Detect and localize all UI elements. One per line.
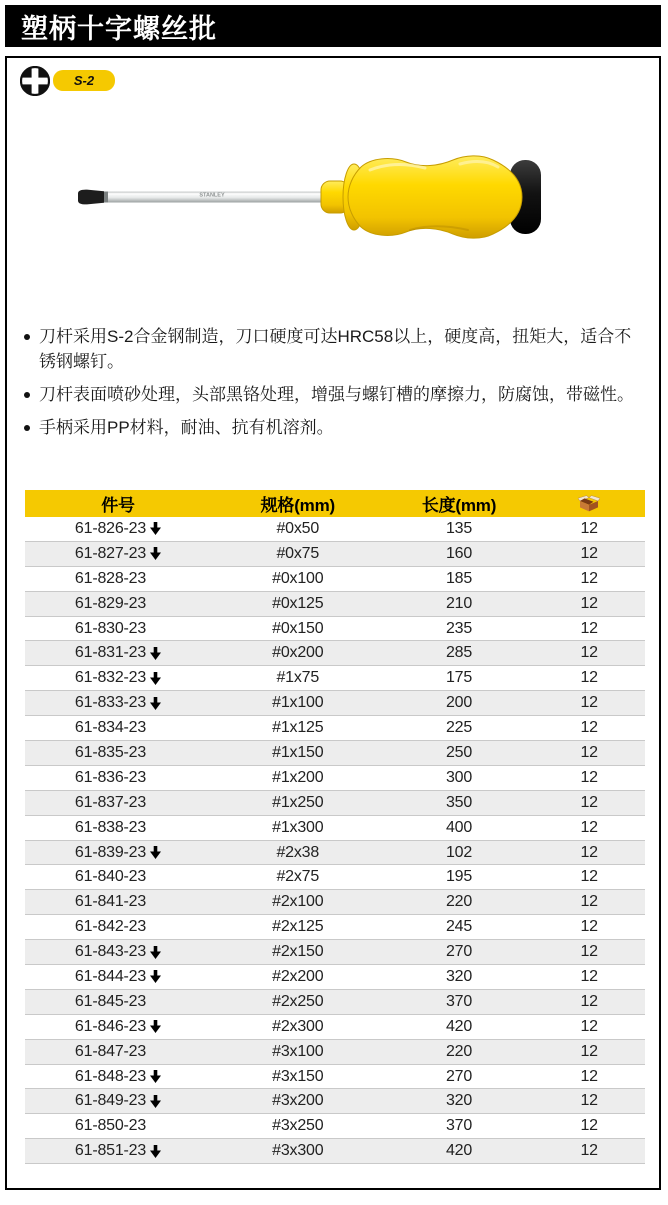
table-row [25,1139,645,1164]
spec-value: #0x50 [276,519,320,537]
pack-qty: 12 [580,569,598,587]
spec-value: #2x100 [272,893,324,911]
length-value: 235 [445,619,473,637]
feature-item [24,382,640,407]
down-arrow-icon [150,846,161,859]
down-arrow-icon [150,1070,161,1083]
spec-value: #1x75 [276,669,320,687]
part-number: 61-844-23 [74,967,147,985]
length-value: 220 [445,893,473,911]
feature-text: 刀杆表面喷砂处理，头部黑铬处理，增强与螺钉槽的摩擦力，防腐蚀，带磁性。 [39,385,634,404]
spec-value: #3x200 [272,1092,324,1110]
part-number: 61-842-23 [74,918,147,936]
spec-value: #1x300 [272,818,324,836]
table-row [25,542,645,567]
spec-value: #2x75 [276,868,320,886]
table-row [25,617,645,642]
length-value: 370 [445,992,473,1010]
down-arrow-icon [150,1020,161,1033]
length-value: 400 [445,818,473,836]
table-header-row [25,490,645,517]
table-row [25,816,645,841]
down-arrow-icon [150,970,161,983]
table-row [25,1040,645,1065]
down-arrow-icon [150,547,161,560]
pack-qty: 12 [580,992,598,1010]
part-number: 61-834-23 [74,719,147,737]
pack-qty: 12 [580,843,598,861]
pack-qty: 12 [580,519,598,537]
spec-value: #0x150 [272,619,324,637]
table-row [25,1114,645,1139]
pack-qty: 12 [580,818,598,836]
spec-value: #1x250 [272,793,324,811]
part-number: 61-839-23 [74,843,147,861]
length-value: 210 [445,594,473,612]
spec-value: #0x75 [276,544,320,562]
pack-qty: 12 [580,669,598,687]
spec-value: #3x100 [272,1042,324,1060]
pack-qty: 12 [580,1117,598,1135]
steel-grade-label: S-2 [73,73,95,88]
part-number: 61-835-23 [74,743,147,761]
spec-value: #2x150 [272,943,324,961]
length-value: 420 [445,1142,473,1160]
length-value: 160 [445,544,473,562]
table-row [25,1015,645,1040]
table-row [25,592,645,617]
spec-value: #2x250 [272,992,324,1010]
spec-value: #3x150 [272,1067,324,1085]
table-row [25,691,645,716]
length-value: 102 [445,843,473,861]
pack-qty: 12 [580,918,598,936]
length-value: 185 [445,569,473,587]
length-value: 195 [445,868,473,886]
spec-value: #1x100 [272,694,324,712]
feature-text: 手柄采用PP材料，耐油、抗有机溶剂。 [39,418,334,437]
table-row [25,641,645,666]
pack-qty: 12 [580,644,598,662]
feature-item [24,324,640,374]
length-value: 225 [445,719,473,737]
part-number: 61-846-23 [74,1017,147,1035]
length-value: 200 [445,694,473,712]
pack-qty: 12 [580,619,598,637]
length-value: 320 [445,967,473,985]
length-value: 245 [445,918,473,936]
pack-qty: 12 [580,967,598,985]
product-table [25,490,645,1164]
down-arrow-icon [150,672,161,685]
table-row [25,1089,645,1114]
pack-qty: 12 [580,793,598,811]
col-header-part-number: 件号 [101,496,135,515]
spec-value: #0x200 [272,644,324,662]
col-header-pack-qty [533,495,645,512]
down-arrow-icon [150,647,161,660]
length-value: 135 [445,519,473,537]
spec-value: #2x125 [272,918,324,936]
pack-qty: 12 [580,1092,598,1110]
feature-text: 刀杆采用S-2合金钢制造，刀口硬度可达HRC58以上，硬度高，扭矩大，适合不锈钢螺钉。 [39,327,632,371]
spec-value: #1x125 [272,719,324,737]
table-row [25,741,645,766]
spec-value: #2x300 [272,1017,324,1035]
spec-value: #1x150 [272,743,324,761]
table-row [25,940,645,965]
table-body [25,517,645,1164]
part-number: 61-836-23 [74,768,147,786]
spec-value: #3x300 [272,1142,324,1160]
table-row [25,965,645,990]
part-number: 61-827-23 [74,544,147,562]
spec-value: #3x250 [272,1117,324,1135]
part-number: 61-840-23 [74,868,147,886]
pack-qty: 12 [580,943,598,961]
down-arrow-icon [150,1095,161,1108]
col-header-length: 长度(mm) [421,496,497,515]
spec-value: #2x200 [272,967,324,985]
feature-item [24,415,640,440]
length-value: 270 [445,1067,473,1085]
part-number: 61-847-23 [74,1042,147,1060]
part-number: 61-831-23 [74,644,147,662]
length-value: 320 [445,1092,473,1110]
spec-value: #0x100 [272,569,324,587]
steel-grade-badge [53,70,115,91]
pack-qty: 12 [580,1067,598,1085]
screwdriver-tip [78,190,104,205]
pack-qty: 12 [580,1017,598,1035]
part-number: 61-841-23 [74,893,147,911]
length-value: 350 [445,793,473,811]
table-row [25,766,645,791]
table-row [25,567,645,592]
part-number: 61-833-23 [74,694,147,712]
table-row [25,791,645,816]
part-number: 61-845-23 [74,992,147,1010]
table-row [25,890,645,915]
col-header-spec: 规格(mm) [260,496,335,515]
part-number: 61-848-23 [74,1067,147,1085]
length-value: 175 [445,669,473,687]
pack-qty: 12 [580,694,598,712]
feature-list [24,324,640,448]
pack-qty: 12 [580,1042,598,1060]
pack-qty: 12 [580,1142,598,1160]
down-arrow-icon [150,1145,161,1158]
down-arrow-icon [150,522,161,535]
down-arrow-icon [150,697,161,710]
part-number: 61-850-23 [74,1117,147,1135]
carton-icon [578,495,600,512]
pack-qty: 12 [580,893,598,911]
length-value: 250 [445,743,473,761]
shaft-brand-text: STANLEY [199,192,225,199]
part-number: 61-826-23 [74,519,147,537]
part-number: 61-851-23 [74,1142,147,1160]
page-title: 塑柄十字螺丝批 [21,13,217,44]
part-number: 61-828-23 [74,569,147,587]
down-arrow-icon [150,946,161,959]
table-row [25,716,645,741]
length-value: 220 [445,1042,473,1060]
part-number: 61-843-23 [74,943,147,961]
length-value: 270 [445,943,473,961]
spec-value: #0x125 [272,594,324,612]
spec-value: #1x200 [272,768,324,786]
part-number: 61-832-23 [74,669,147,687]
part-number: 61-849-23 [74,1092,147,1110]
table-row [25,841,645,866]
table-row [25,517,645,542]
table-row [25,915,645,940]
part-number: 61-837-23 [74,793,147,811]
phillips-drive-icon [20,66,50,96]
pack-qty: 12 [580,594,598,612]
page-title-bar [5,5,661,47]
length-value: 300 [445,768,473,786]
part-number: 61-838-23 [74,818,147,836]
product-image [60,140,620,270]
length-value: 370 [445,1117,473,1135]
table-row [25,666,645,691]
pack-qty: 12 [580,719,598,737]
pack-qty: 12 [580,868,598,886]
pack-qty: 12 [580,743,598,761]
part-number: 61-829-23 [74,594,147,612]
pack-qty: 12 [580,768,598,786]
spec-value: #2x38 [276,843,320,861]
table-row [25,865,645,890]
pack-qty: 12 [580,544,598,562]
length-value: 420 [445,1017,473,1035]
table-row [25,1065,645,1090]
length-value: 285 [445,644,473,662]
part-number: 61-830-23 [74,619,147,637]
table-row [25,990,645,1015]
